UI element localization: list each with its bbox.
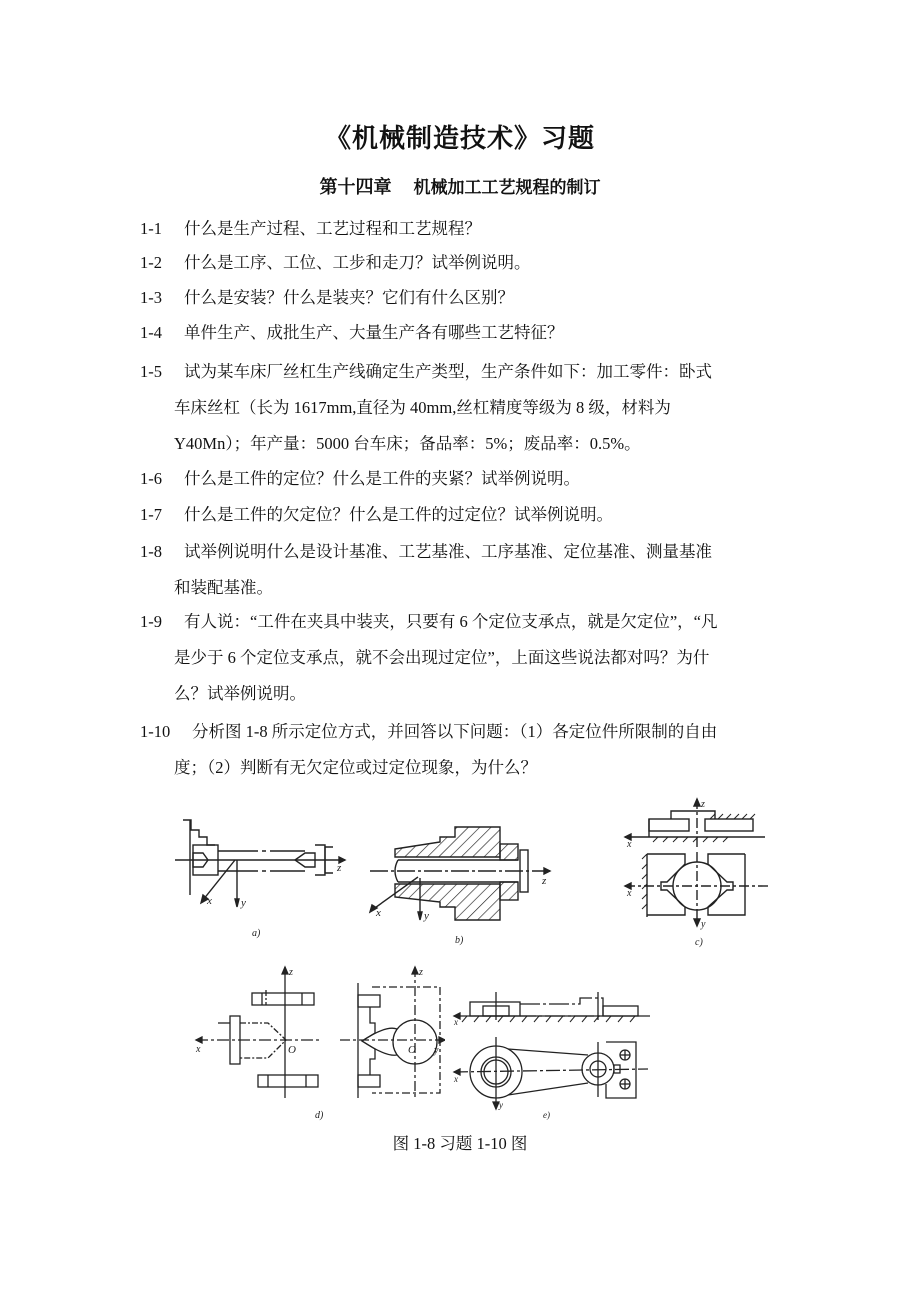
svg-text:x: x <box>196 1044 201 1055</box>
question-1-2 <box>140 246 785 280</box>
subfigure-label-b: b) <box>455 935 464 946</box>
svg-text:y: y <box>701 919 706 930</box>
question-1-10 <box>140 714 785 786</box>
question-1-8 <box>140 534 785 606</box>
question-text-cont: 和装配基准。 <box>174 578 273 597</box>
figure-d-two-views <box>190 963 445 1125</box>
question-1-4 <box>140 316 785 350</box>
question-text-cont: 度；（2）判断有无欠定位或过定位现象，为什么？ <box>174 758 537 777</box>
svg-text:z: z <box>701 799 705 810</box>
question-1-1 <box>140 212 785 246</box>
question-number: 1-8 <box>140 542 162 561</box>
question-1-3 <box>140 281 785 315</box>
question-number: 1-4 <box>140 323 162 342</box>
question-number: 1-7 <box>140 505 162 524</box>
svg-text:z: z <box>337 862 342 874</box>
svg-text:x: x <box>376 907 381 919</box>
question-1-6 <box>140 462 785 496</box>
svg-text:z: z <box>419 967 423 978</box>
figure-a-lathe-centers <box>165 815 355 945</box>
subfigure-label-c: c) <box>695 937 703 948</box>
document-title: 《机械制造技术》习题 <box>324 124 595 154</box>
question-text: 什么是工件的欠定位？什么是工件的过定位？试举例说明。 <box>184 505 613 524</box>
question-number: 1-3 <box>140 288 162 307</box>
svg-text:y: y <box>241 897 246 909</box>
svg-text:O: O <box>288 1044 296 1056</box>
figure-e-connecting-rod <box>448 992 658 1122</box>
question-number: 1-6 <box>140 469 162 488</box>
svg-text:x: x <box>207 895 212 907</box>
svg-text:x: x <box>454 1074 458 1084</box>
svg-text:O: O <box>408 1044 416 1056</box>
chapter-heading <box>0 173 920 199</box>
svg-text:z: z <box>289 967 293 978</box>
svg-text:x: x <box>627 839 632 850</box>
question-text: 分析图 1-8 所示定位方式，并回答以下问题：（1）各定位件所限制的自由 <box>192 722 718 741</box>
question-1-5 <box>140 354 785 462</box>
question-1-7 <box>140 498 785 532</box>
question-text-cont: Y40Mn）；年产量：5000 台车床；备品率：5%；废品率：0.5%。 <box>174 434 641 453</box>
figure-caption: 图 1-8 习题 1-10 图 <box>392 1134 528 1153</box>
question-text: 什么是生产过程、工艺过程和工艺规程？ <box>184 219 481 238</box>
question-text: 什么是安装？什么是装夹？它们有什么区别？ <box>184 288 514 307</box>
question-1-9 <box>140 604 785 712</box>
question-text-cont: 是少于 6 个定位支承点，就不会出现过定位”，上面这些说法都对吗？为什 <box>174 648 710 667</box>
chapter-name: 机械加工工艺规程的制订 <box>413 178 601 198</box>
question-text: 有人说：“工件在夹具中装夹，只要有 6 个定位支承点，就是欠定位”，“凡 <box>184 612 718 631</box>
question-number: 1-2 <box>140 253 162 272</box>
question-number: 1-1 <box>140 219 162 238</box>
svg-text:y: y <box>434 1045 439 1056</box>
subfigure-label-e: e) <box>543 1110 550 1120</box>
figure-b-sleeve-section <box>360 822 555 947</box>
chapter-number: 第十四章 <box>319 177 392 198</box>
question-number: 1-5 <box>140 362 162 381</box>
question-text: 试为某车床厂丝杠生产线确定生产类型，生产条件如下：加工零件：卧式 <box>184 362 712 381</box>
subfigure-label-d: d) <box>315 1110 324 1121</box>
svg-text:x: x <box>627 888 632 899</box>
question-text: 单件生产、成批生产、大量生产各有哪些工艺特征？ <box>184 323 564 342</box>
question-text: 什么是工序、工位、工步和走刀？试举例说明。 <box>184 253 531 272</box>
subfigure-label-a: a) <box>252 928 261 939</box>
question-number: 1-9 <box>140 612 162 631</box>
svg-text:z: z <box>542 875 547 887</box>
question-text: 试举例说明什么是设计基准、工艺基准、工序基准、定位基准、测量基准 <box>184 542 712 561</box>
figure-c-v-block <box>615 797 780 955</box>
question-text-cont: 车床丝杠（长为 1617mm,直径为 40mm,丝杠精度等级为 8 级，材料为 <box>174 398 671 417</box>
svg-text:y: y <box>499 1100 503 1110</box>
question-text-cont: 么？试举例说明。 <box>174 684 306 703</box>
question-text: 什么是工件的定位？什么是工件的夹紧？试举例说明。 <box>184 469 580 488</box>
question-number: 1-10 <box>140 722 171 741</box>
svg-text:y: y <box>424 910 429 922</box>
svg-text:x: x <box>454 1017 458 1027</box>
